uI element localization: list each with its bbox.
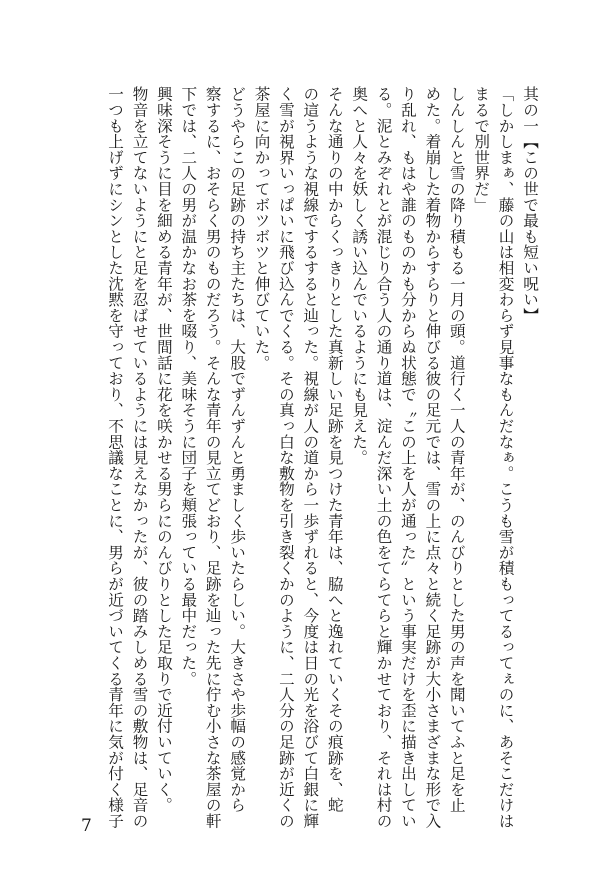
text-line: 一つも上げずにシンとした沈黙を守っており、不思議なことに、男らが近づいてくる青年に気が付く様子: [106, 86, 125, 829]
text-line: 興味深そうに目を細める青年が、世間話に花を咲かせる男らにのんびりとした足取りで近付いていく。: [154, 86, 173, 813]
text-line: 物音を立てないようにと足を忍ばせているようには見えなかったが、彼の踏みしめる雪の敷物は、足音の: [130, 86, 149, 829]
text-line: 察するに、おそらく男のものだろう。そんな青年の見立てどおり、足跡を辿った先に佇む小さな茶屋の軒: [203, 86, 222, 829]
text-line: どうやらこの足跡の持ち主たちは、大股でずんずんと勇ましく歩いたらしい。大きさや歩幅の感覚から: [228, 86, 247, 813]
text-line: 奥へと人々を妖しく誘い込んでいるようにも見えた。: [350, 86, 369, 466]
text-line: そんな通りの中からくっきりとした真新しい足跡を見つけた青年は、脇へと逸れていくその痕跡を、蛇: [325, 86, 344, 813]
text-line: り乱れ、もはや誰のものかも分からぬ状態で〝この上を人が通った〟という事実だけを歪に描き出してい: [398, 86, 417, 829]
page-number: 7: [81, 816, 92, 836]
text-line: しんしんと雪の降り積もる一月の頭。道行く一人の青年が、のんびりとした男の声を聞いてふと足を止: [447, 86, 466, 813]
text-line: 茶屋に向かってボツボツと伸びていた。: [252, 86, 271, 371]
text-line: まるで別世界だ」: [472, 86, 491, 213]
text-line: 「しかしまぁ、藤の山は相変わらず見事なもんだなぁ。こうも雪が積もってるってぇのに、あそこだけは: [496, 86, 515, 829]
text-line: めた。着崩した着物からすらりと伸びる彼の足元では、雪の上に点々と続く足跡が大小さまざまな形で入: [423, 86, 442, 829]
text-line: る。泥とみぞれとが混じり合う人の通り道は、淀んだ深い土の色をてらてらと輝かせており、それは村の: [374, 86, 393, 829]
text-line: の這うような視線でするすると辿った。視線が人の道から一歩ずれると、今度は日の光を浴びて白銀に輝: [301, 86, 320, 829]
text-line: く雪が視界いっぱいに飛び込んでくる。その真っ白な敷物を引き裂くかのように、二人分の足跡が近くの: [276, 86, 295, 829]
chapter-title: 其の一【この世で最も短い呪い】: [521, 86, 539, 323]
text-line: 下では、二人の男が温かなお茶を啜り、美味そうに団子を頬張っている最中だった。: [179, 86, 198, 687]
vertical-text-block: [42, 86, 542, 829]
